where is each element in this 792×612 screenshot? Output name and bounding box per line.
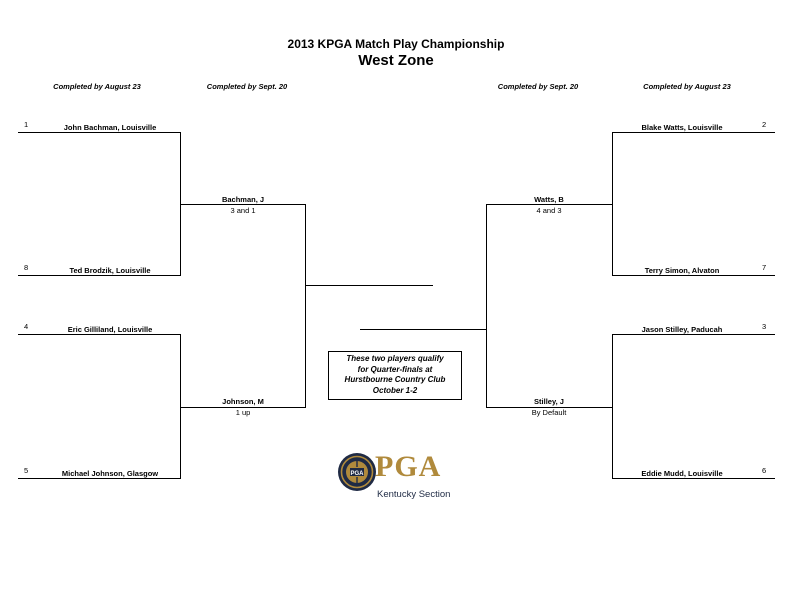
- seed-number: 8: [24, 263, 29, 272]
- seed-number: 7: [762, 263, 767, 272]
- bracket-line: [486, 204, 487, 408]
- winner-name: Stilley, J: [534, 397, 564, 406]
- player-name: Michael Johnson, Glasgow: [61, 469, 159, 478]
- winner-name: Johnson, M: [222, 397, 264, 406]
- seed-number: 3: [762, 322, 767, 331]
- bracket-line: [360, 329, 487, 330]
- pga-wordmark: PGA: [375, 450, 442, 483]
- bracket-line: [18, 334, 181, 335]
- player-name: Terry Simon, Alvaton: [644, 266, 720, 275]
- seed-number: 6: [762, 466, 767, 475]
- round-header-right-r2: Completed by Sept. 20: [497, 82, 579, 91]
- match-result: 3 and 1: [230, 206, 256, 215]
- bracket-line: [18, 478, 181, 479]
- note-line: Hurstbourne Country Club: [344, 375, 446, 384]
- bracket-line: [612, 132, 775, 133]
- bracket-line: [305, 204, 306, 408]
- seed-number: 1: [24, 120, 29, 129]
- player-name: Blake Watts, Louisville: [641, 123, 723, 132]
- round-header-left-r1: Completed by August 23: [53, 82, 141, 91]
- player-name: Ted Brodzik, Louisville: [69, 266, 151, 275]
- player-name: John Bachman, Louisville: [63, 123, 157, 132]
- pga-logo: [337, 446, 467, 506]
- round-header-right-r1: Completed by August 23: [643, 82, 731, 91]
- bracket-line: [486, 204, 613, 205]
- bracket-line: [18, 275, 181, 276]
- match-result: 1 up: [235, 408, 251, 417]
- bracket-line: [612, 275, 775, 276]
- winner-name: Watts, B: [534, 195, 564, 204]
- pga-section-label: Kentucky Section: [377, 489, 451, 500]
- bracket-line: [18, 132, 181, 133]
- match-result: By Default: [531, 408, 567, 417]
- bracket-line: [305, 285, 433, 286]
- svg-text:PGA: PGA: [350, 470, 364, 477]
- player-name: Eddie Mudd, Louisville: [641, 469, 723, 478]
- bracket-line: [612, 478, 775, 479]
- player-name: Eric Gilliland, Louisville: [67, 325, 153, 334]
- note-line: These two players qualify: [346, 354, 444, 363]
- round-header-left-r2: Completed by Sept. 20: [206, 82, 288, 91]
- seed-number: 2: [762, 120, 767, 129]
- player-name: Jason Stilley, Paducah: [641, 325, 723, 334]
- match-result: 4 and 3: [536, 206, 562, 215]
- winner-name: Bachman, J: [221, 195, 265, 204]
- seed-number: 4: [24, 322, 29, 331]
- qualification-note: [328, 351, 462, 400]
- bracket-line: [612, 334, 775, 335]
- page-subtitle: West Zone: [358, 52, 434, 69]
- page-title: 2013 KPGA Match Play Championship: [287, 37, 505, 51]
- note-line: October 1-2: [372, 385, 418, 395]
- note-line: for Quarter-finals at: [357, 364, 433, 374]
- seed-number: 5: [24, 466, 29, 475]
- bracket-line: [180, 204, 306, 205]
